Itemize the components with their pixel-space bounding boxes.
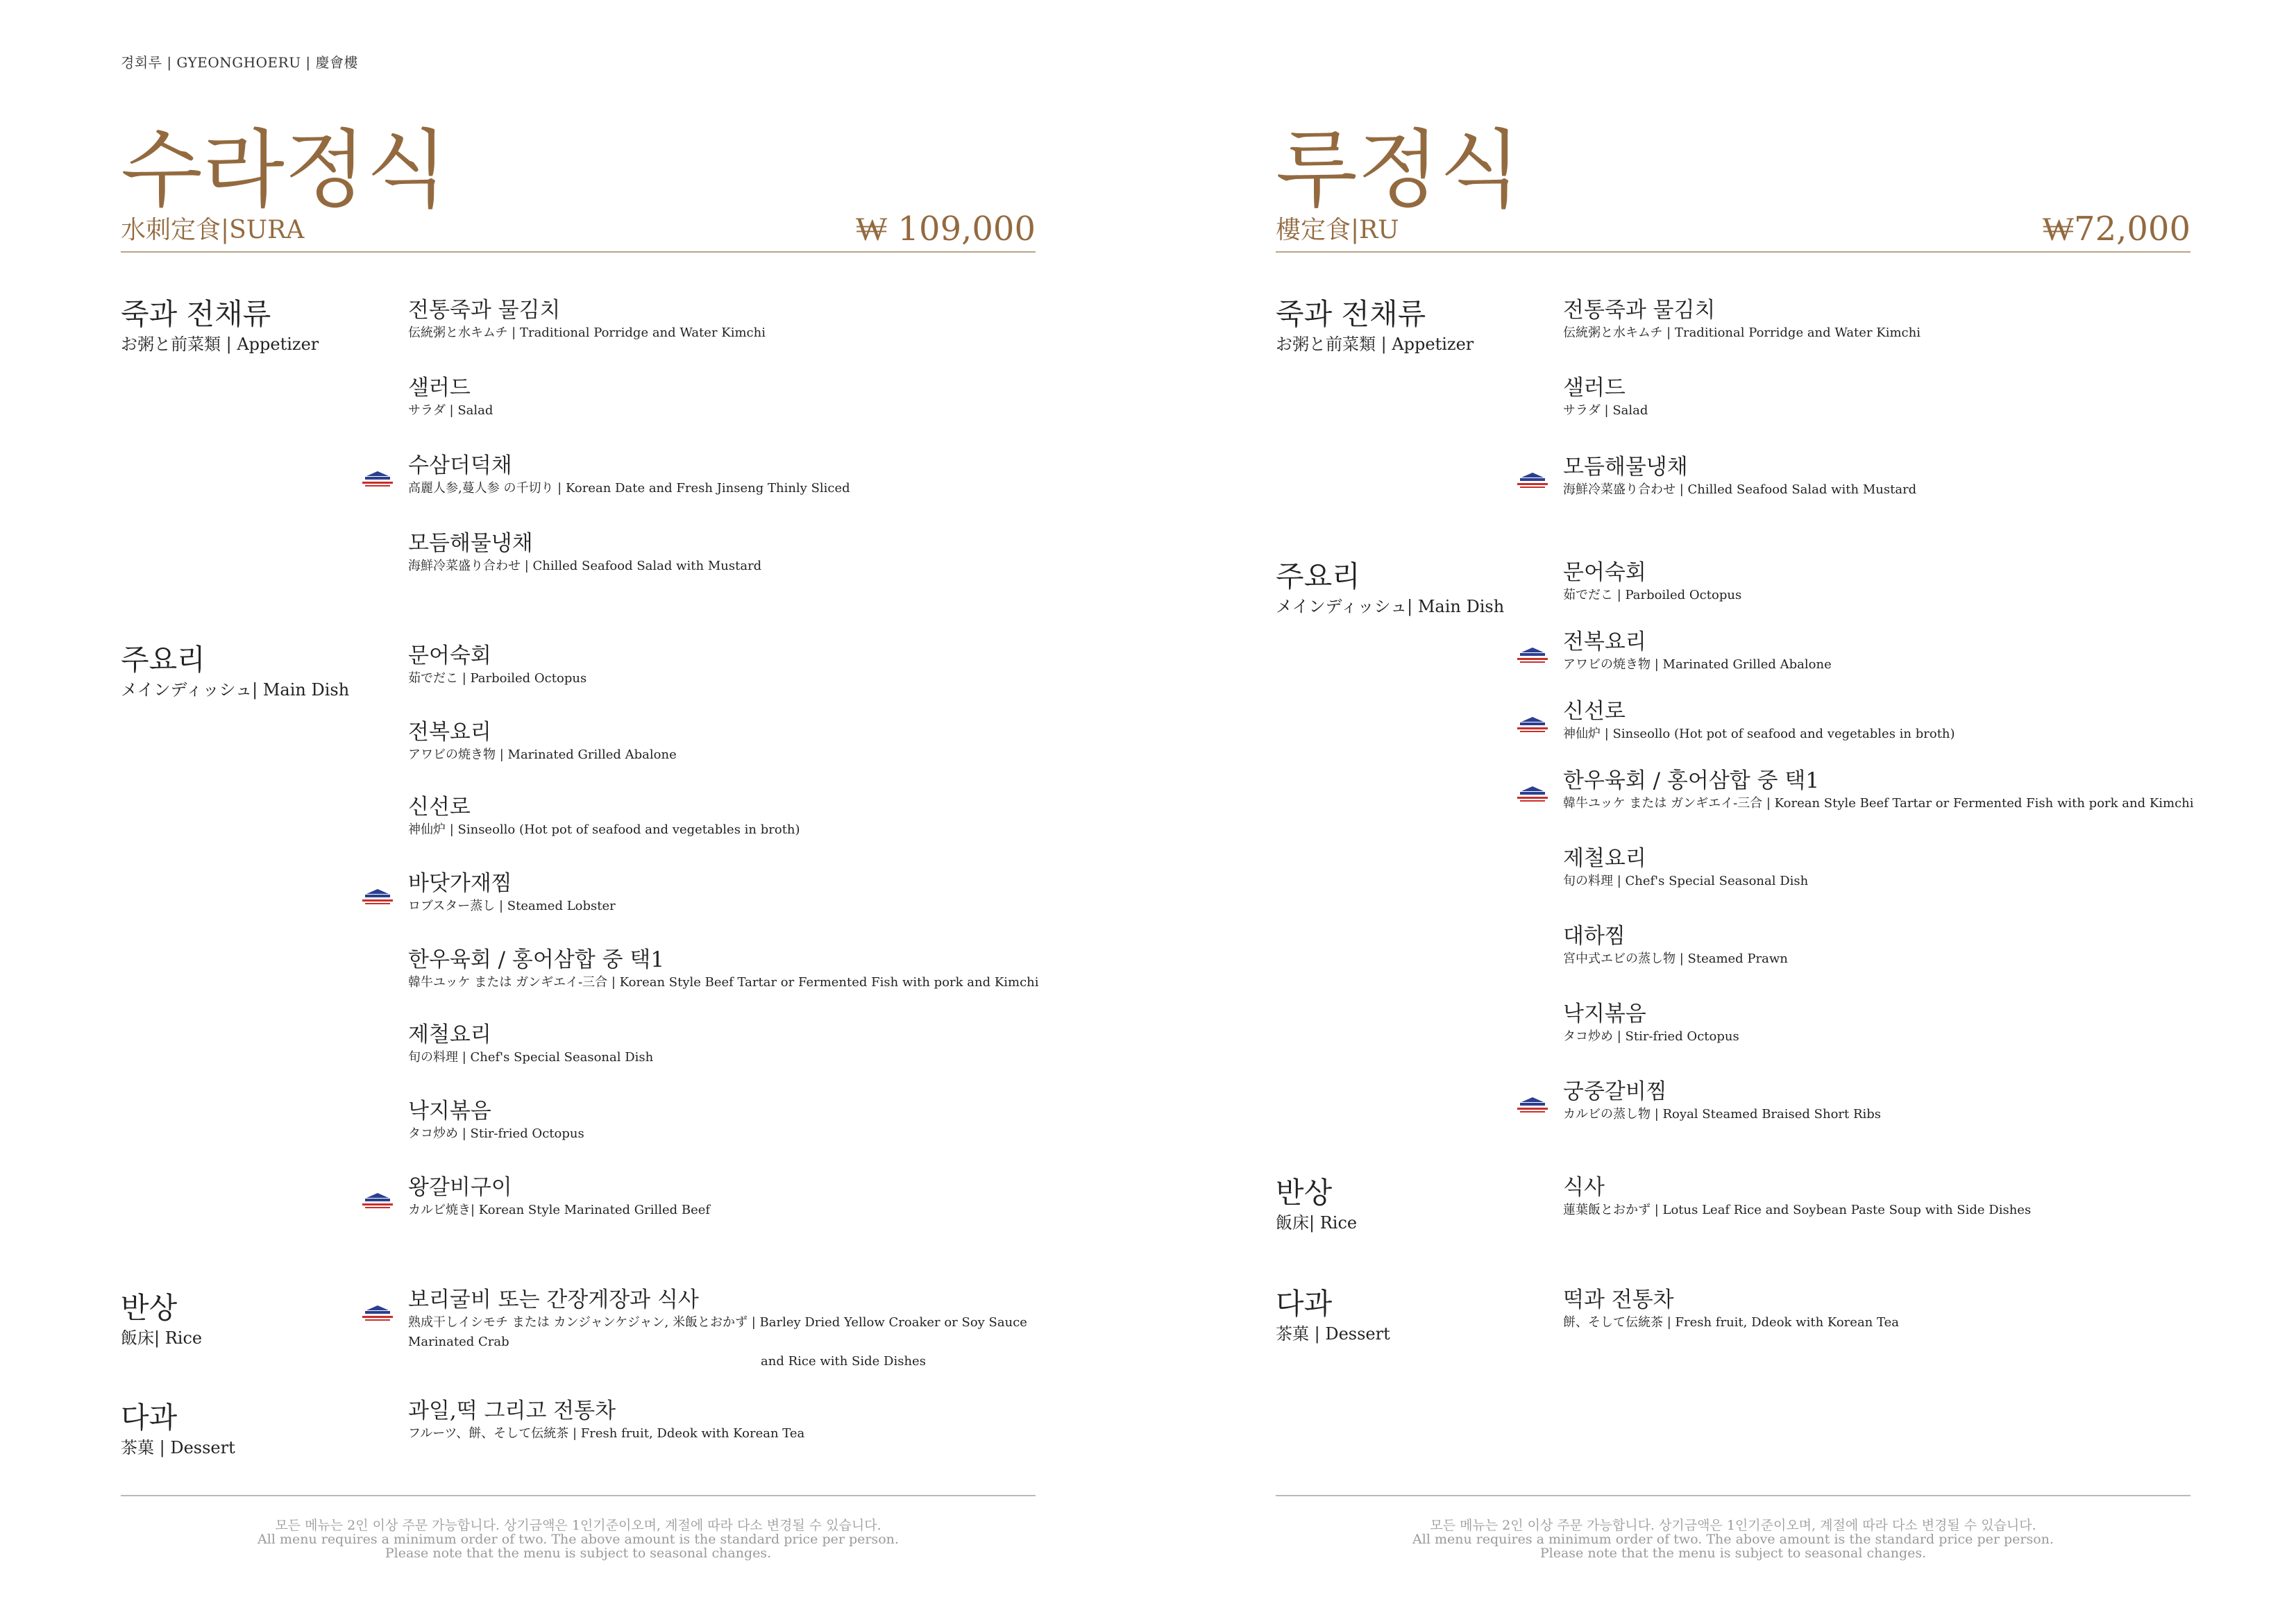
category-subtitle: 茶菓 | Dessert	[1276, 1324, 1390, 1344]
item-name: 모듬해물냉채	[1563, 455, 1688, 480]
item-description: 宮中式エビの蒸し物 | Steamed Prawn	[1563, 951, 1788, 966]
category-appetizer	[1276, 297, 1474, 355]
item-description: 熟成干しイシモチ または カンジャンケジャン, 米飯とおかず | Barley Dried Yellow Croaker or Soy Sauce Marinated Crab	[408, 1315, 1027, 1349]
item-description: 伝統粥と水キムチ | Traditional Porridge and Water Kimchi	[1563, 325, 1921, 340]
menu-item	[408, 452, 1061, 498]
item-description: 茹でだこ | Parboiled Octopus	[408, 671, 587, 686]
category-dessert	[121, 1401, 235, 1459]
item-description: 韓牛ユッケ または ガンギエイ-三合 | Korean Style Beef Tartar or Fermented Fish with pork and Kimchi	[1563, 796, 2194, 811]
item-name: 궁중갈비찜	[1563, 1079, 1667, 1104]
menu-item	[408, 1287, 1061, 1371]
item-description: 餅、そして伝統茶 | Fresh fruit, Ddeok with Korean Tea	[1563, 1315, 1899, 1330]
menu-item	[1563, 297, 2215, 343]
category-subtitle: 飯床| Rice	[1276, 1213, 1358, 1233]
item-description: タコ炒め | Stir-fried Octopus	[408, 1126, 584, 1141]
menu-item	[1563, 629, 2215, 675]
category-subtitle: メインディッシュ| Main Dish	[121, 680, 350, 700]
category-subtitle: お粥と前菜類 | Appetizer	[121, 335, 319, 354]
menu-item	[1563, 768, 2215, 813]
menu-item	[408, 870, 1061, 916]
item-description: サラダ | Salad	[1563, 403, 1648, 418]
category-rice	[121, 1291, 202, 1349]
category-subtitle: お粥と前菜類 | Appetizer	[1276, 335, 1474, 354]
menu-item	[408, 794, 1061, 840]
item-name: 전통죽과 물김치	[1563, 298, 1716, 323]
category-title: 다과	[1276, 1287, 1333, 1321]
category-title: 반상	[1276, 1176, 1333, 1210]
item-description: 海鮮冷菜盛り合わせ | Chilled Seafood Salad with Mustard	[1563, 482, 1917, 497]
menu-item	[408, 1098, 1061, 1144]
item-description: カルビ焼き| Korean Style Marinated Grilled Beef	[408, 1203, 711, 1217]
category-title: 반상	[121, 1291, 178, 1325]
item-name: 샐러드	[1563, 375, 1626, 400]
item-description: 旬の料理 | Chef's Special Seasonal Dish	[408, 1050, 654, 1065]
menu-item	[1563, 698, 2215, 744]
item-name: 문어숙회	[408, 643, 491, 668]
item-description: 高麗人参,蔓人参 の千切り | Korean Date and Fresh Jinseng Thinly Sliced	[408, 481, 850, 496]
menu-item	[408, 375, 1061, 421]
footer-line: 모든 메뉴는 2인 이상 주문 가능합니다. 상기금액은 1인기준이오며, 계절에 따라 다소 변경될 수 있습니다.	[1430, 1518, 2036, 1533]
item-name: 보리굴비 또는 간장게장과 식사	[408, 1287, 699, 1312]
item-name: 전복요리	[1563, 629, 1646, 654]
menu-title: 루정식	[1276, 121, 1521, 219]
item-name: 모듬해물냉채	[408, 531, 533, 556]
category-dessert	[1276, 1287, 1390, 1345]
menu-item	[408, 947, 1061, 992]
item-name: 신선로	[408, 795, 471, 820]
category-subtitle: メインディッシュ| Main Dish	[1276, 597, 1505, 616]
item-description: 韓牛ユッケ または ガンギエイ-三合 | Korean Style Beef Tartar or Fermented Fish with pork and Kimchi	[408, 975, 1039, 990]
category-main-dish	[121, 643, 349, 701]
menu-panel-ru	[1276, 0, 2194, 1624]
category-title: 다과	[121, 1401, 178, 1435]
menu-panel-sura	[121, 0, 1039, 1624]
menu-price: ₩ 109,000	[855, 210, 1036, 248]
item-description: カルビの蒸し物 | Royal Steamed Braised Short Ribs	[1563, 1107, 1882, 1122]
footer-line: 모든 메뉴는 2인 이상 주문 가능합니다. 상기금액은 1인기준이오며, 계절에 따라 다소 변경될 수 있습니다.	[275, 1518, 881, 1533]
item-description: 神仙炉 | Sinseollo (Hot pot of seafood and vegetables in broth)	[408, 822, 800, 837]
item-name: 과일,떡 그리고 전통차	[408, 1398, 616, 1423]
item-name: 한우육회 / 홍어삼합 중 택1	[408, 947, 665, 972]
item-name: 식사	[1563, 1175, 1605, 1200]
divider	[121, 1495, 1036, 1496]
item-name: 샐러드	[408, 375, 471, 400]
item-name: 낙지볶음	[408, 1099, 491, 1124]
divider	[121, 251, 1036, 253]
menu-item	[1563, 454, 2215, 500]
item-description: アワビの焼き物 | Marinated Grilled Abalone	[1563, 657, 1832, 672]
item-name: 바닷가재찜	[408, 871, 512, 896]
item-name: 낙지볶음	[1563, 1001, 1646, 1026]
category-title: 주요리	[1276, 559, 1360, 593]
category-subtitle: 茶菓 | Dessert	[121, 1438, 235, 1457]
menu-item	[1563, 845, 2215, 891]
menu-item	[408, 1398, 1061, 1444]
category-subtitle: 飯床| Rice	[121, 1328, 203, 1348]
item-description: 神仙炉 | Sinseollo (Hot pot of seafood and vegetables in broth)	[1563, 727, 1955, 741]
item-name: 전통죽과 물김치	[408, 298, 561, 323]
item-name: 대하찜	[1563, 924, 1626, 949]
item-description: フルーツ、餅、そして伝統茶 | Fresh fruit, Ddeok with Korean Tea	[408, 1426, 805, 1441]
signature-badge-icon	[360, 1302, 396, 1323]
category-main-dish	[1276, 559, 1504, 618]
brand-header: 경회루 | GYEONGHOERU | 慶會樓	[121, 54, 359, 71]
menu-subtitle: 樓定食|RU	[1276, 216, 1399, 244]
signature-badge-icon	[1514, 713, 1551, 734]
item-name: 수삼더덕채	[408, 453, 512, 478]
menu-item	[408, 1174, 1061, 1220]
menu-price: ₩72,000	[2042, 210, 2191, 248]
menu-item	[1563, 1287, 2215, 1333]
category-rice	[1276, 1176, 1357, 1234]
item-description-continued: and Rice with Side Dishes	[761, 1354, 926, 1369]
item-description: 伝統粥と水キムチ | Traditional Porridge and Water Kimchi	[408, 325, 766, 340]
menu-item	[1563, 1079, 2215, 1124]
menu-item	[408, 1022, 1061, 1067]
item-description: サラダ | Salad	[408, 403, 493, 418]
signature-badge-icon	[1514, 1094, 1551, 1115]
divider	[1276, 1495, 2191, 1496]
menu-title: 수라정식	[121, 121, 448, 219]
item-name: 제철요리	[1563, 846, 1646, 871]
signature-badge-icon	[360, 468, 396, 489]
item-description: 旬の料理 | Chef's Special Seasonal Dish	[1563, 874, 1809, 888]
divider	[1276, 251, 2191, 253]
item-name: 문어숙회	[1563, 560, 1646, 585]
category-title: 죽과 전채류	[121, 297, 271, 331]
signature-badge-icon	[1514, 783, 1551, 804]
menu-item	[1563, 375, 2215, 421]
item-name: 떡과 전통차	[1563, 1287, 1674, 1312]
item-name: 한우육회 / 홍어삼합 중 택1	[1563, 768, 1820, 793]
signature-badge-icon	[360, 1190, 396, 1210]
footer-note	[121, 1519, 1036, 1560]
menu-item	[1563, 1001, 2215, 1047]
item-name: 신선로	[1563, 699, 1626, 724]
signature-badge-icon	[1514, 644, 1551, 665]
menu-item	[408, 719, 1061, 765]
menu-subtitle: 水刺定食|SURA	[121, 216, 305, 244]
menu-item	[408, 643, 1061, 688]
item-name: 왕갈비구이	[408, 1175, 512, 1200]
footer-line: All menu requires a minimum order of two. The above amount is the standard price per person.	[1412, 1532, 2054, 1547]
item-description: タコ炒め | Stir-fried Octopus	[1563, 1029, 1739, 1044]
item-description: ロブスター蒸し | Steamed Lobster	[408, 899, 616, 913]
signature-badge-icon	[1514, 469, 1551, 490]
footer-line: Please note that the menu is subject to seasonal changes.	[385, 1546, 772, 1561]
footer-line: All menu requires a minimum order of two. The above amount is the standard price per person.	[258, 1532, 899, 1547]
menu-item	[1563, 559, 2215, 605]
item-name: 제철요리	[408, 1022, 491, 1047]
category-title: 죽과 전채류	[1276, 297, 1426, 331]
menu-item	[408, 530, 1061, 576]
item-description: 蓮葉飯とおかず | Lotus Leaf Rice and Soybean Paste Soup with Side Dishes	[1563, 1203, 2032, 1217]
item-description: アワビの焼き物 | Marinated Grilled Abalone	[408, 747, 677, 762]
menu-item	[1563, 923, 2215, 969]
category-title: 주요리	[121, 643, 205, 677]
category-appetizer	[121, 297, 319, 355]
menu-item	[1563, 1174, 2215, 1220]
menu-item	[408, 297, 1061, 343]
item-description: 茹でだこ | Parboiled Octopus	[1563, 588, 1742, 602]
footer-line: Please note that the menu is subject to seasonal changes.	[1539, 1546, 1927, 1561]
footer-note	[1276, 1519, 2191, 1560]
item-name: 전복요리	[408, 720, 491, 745]
signature-badge-icon	[360, 886, 396, 906]
item-description: 海鮮冷菜盛り合わせ | Chilled Seafood Salad with Mustard	[408, 559, 762, 573]
